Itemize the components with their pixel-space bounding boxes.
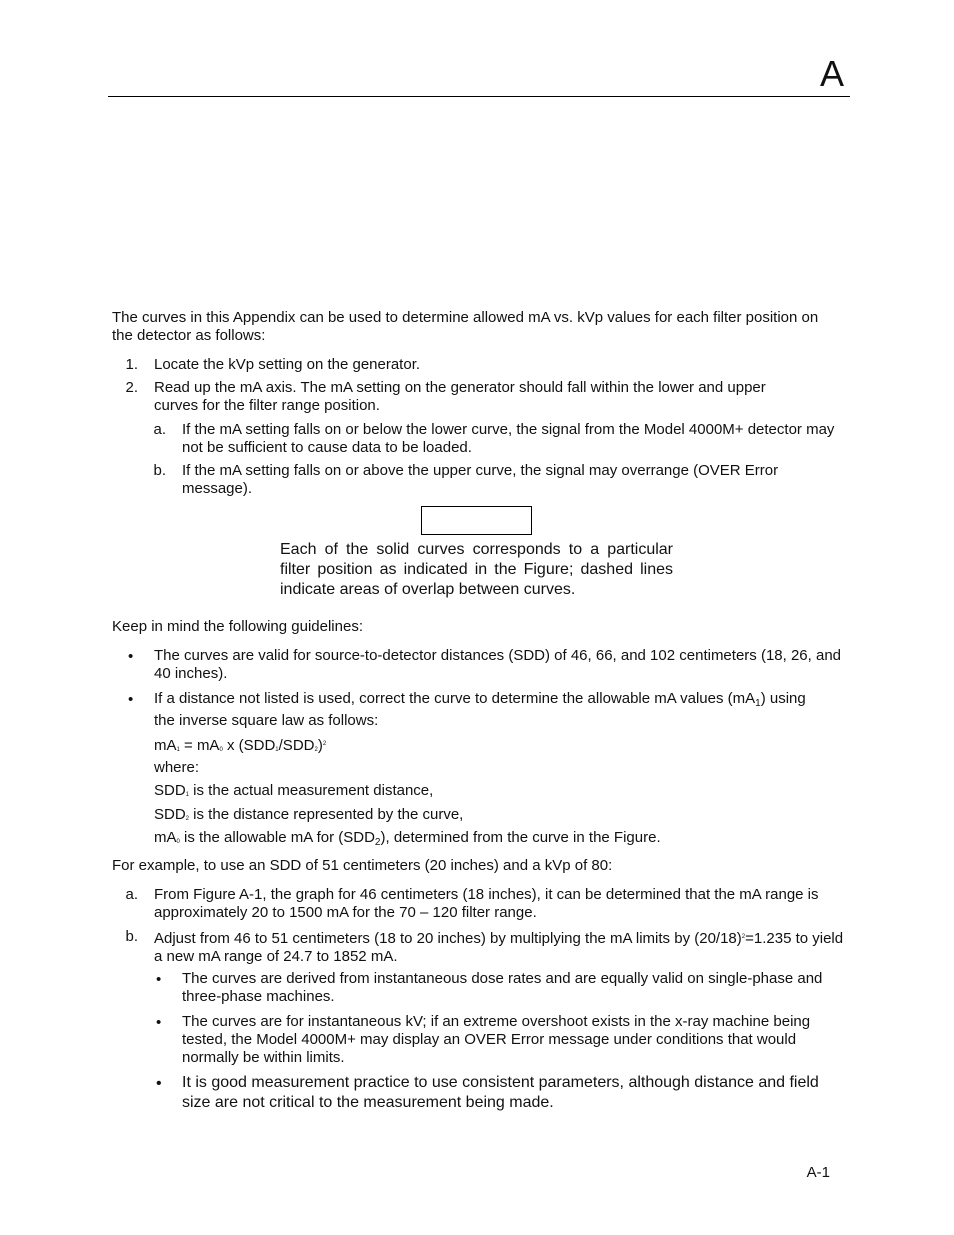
bullet-icon: • [156,1075,162,1092]
guidelines-intro: Keep in mind the following guidelines: [112,618,363,635]
example-text: From Figure A-1, the graph for 46 centimeters (18 inches), it can be determined that the mA range is approximately 20 to 1500 mA for the 70 – 120 filter range. [154,886,819,921]
step-text: Locate the kVp setting on the generator. [154,356,421,373]
note-text: Each of the solid curves corresponds to a particular filter position as indicated in the Figure; dashed lines indicate areas of overlap between curves. [280,541,673,598]
guideline-text: If a distance not listed is used, correct the curve to determine the allowable mA values $(mA_1)$ using [154,690,806,709]
example-intro: For example, to use an SDD of 51 centimeters (20 inches) and a kVp of 80: [112,857,613,874]
bullet-icon: • [156,1014,162,1031]
intro-paragraph: The curves in this Appendix can be used to determine allowed mA vs. kVp values for each filter position on the detector as follows: [112,309,819,344]
bullet-icon: • [156,971,162,988]
substep-letter: b. [153,462,166,479]
step-number: 1. [125,356,138,373]
substep-text: If the mA setting falls on or below the lower curve, the signal from the Model 4000M+ detector may not be sufficient to cause data to be loaded. [182,421,835,456]
inverse-square-formula: mA1 = mA0 x $(SDD1/SDD2)^2$ [154,737,327,754]
step-number: 2. [125,379,138,396]
page-number: A-1 [806,1164,830,1181]
substep-text: If the mA setting falls on or above the upper curve, the signal may overrange (OVER Error message). [182,462,779,497]
bullet-icon: • [128,648,134,665]
substep-letter: a. [153,421,166,438]
definition-sdd2: SDD2 is the distance represented by the curve, [154,806,464,823]
example-letter: b. [125,928,138,945]
note-label-box [421,506,532,535]
where-label: where: [154,759,200,776]
definition-sdd1: SDD1 is the actual measurement distance, [154,782,434,799]
guideline-text-line2: the inverse square law as follows: [154,712,379,729]
definition-ma0: mA0 is the allowable mA for $(SDD_2)$, determined from the curve in the Figure. [154,829,661,848]
chapter-letter: A [819,53,844,94]
bullet-icon: • [128,691,134,708]
step-text: Read up the mA axis. The mA setting on the generator should fall within the lower and upper curves for the filter range position. [154,379,766,414]
guideline-text: The curves are valid for source-to-detector distances (SDD) of 46, 66, and 102 centimeters (18, 26, and 40 inches). [154,647,842,682]
note-bullet-text: The curves are derived from instantaneous dose rates and are equally valid on single-phase and three-phase machines. [182,970,823,1005]
header-rule [108,96,850,97]
note-bullet-text: It is good measurement practice to use consistent parameters, although distance and field size are not critical to the measurement being made. [182,1074,819,1111]
example-letter: a. [125,886,138,903]
example-text: Adjust from 46 to 51 centimeters (18 to 20 inches) by multiplying the mA limits by $(20/18)^2=1.235$ to yield a new mA range of 24.7 to 1852 mA. [154,930,844,965]
note-bullet-text: The curves are for instantaneous kV; if an extreme overshoot exists in the x-ray machine being tested, the Model 4000M+ may display an OVER Error message under conditions that would normally be within limits. [182,1013,811,1066]
